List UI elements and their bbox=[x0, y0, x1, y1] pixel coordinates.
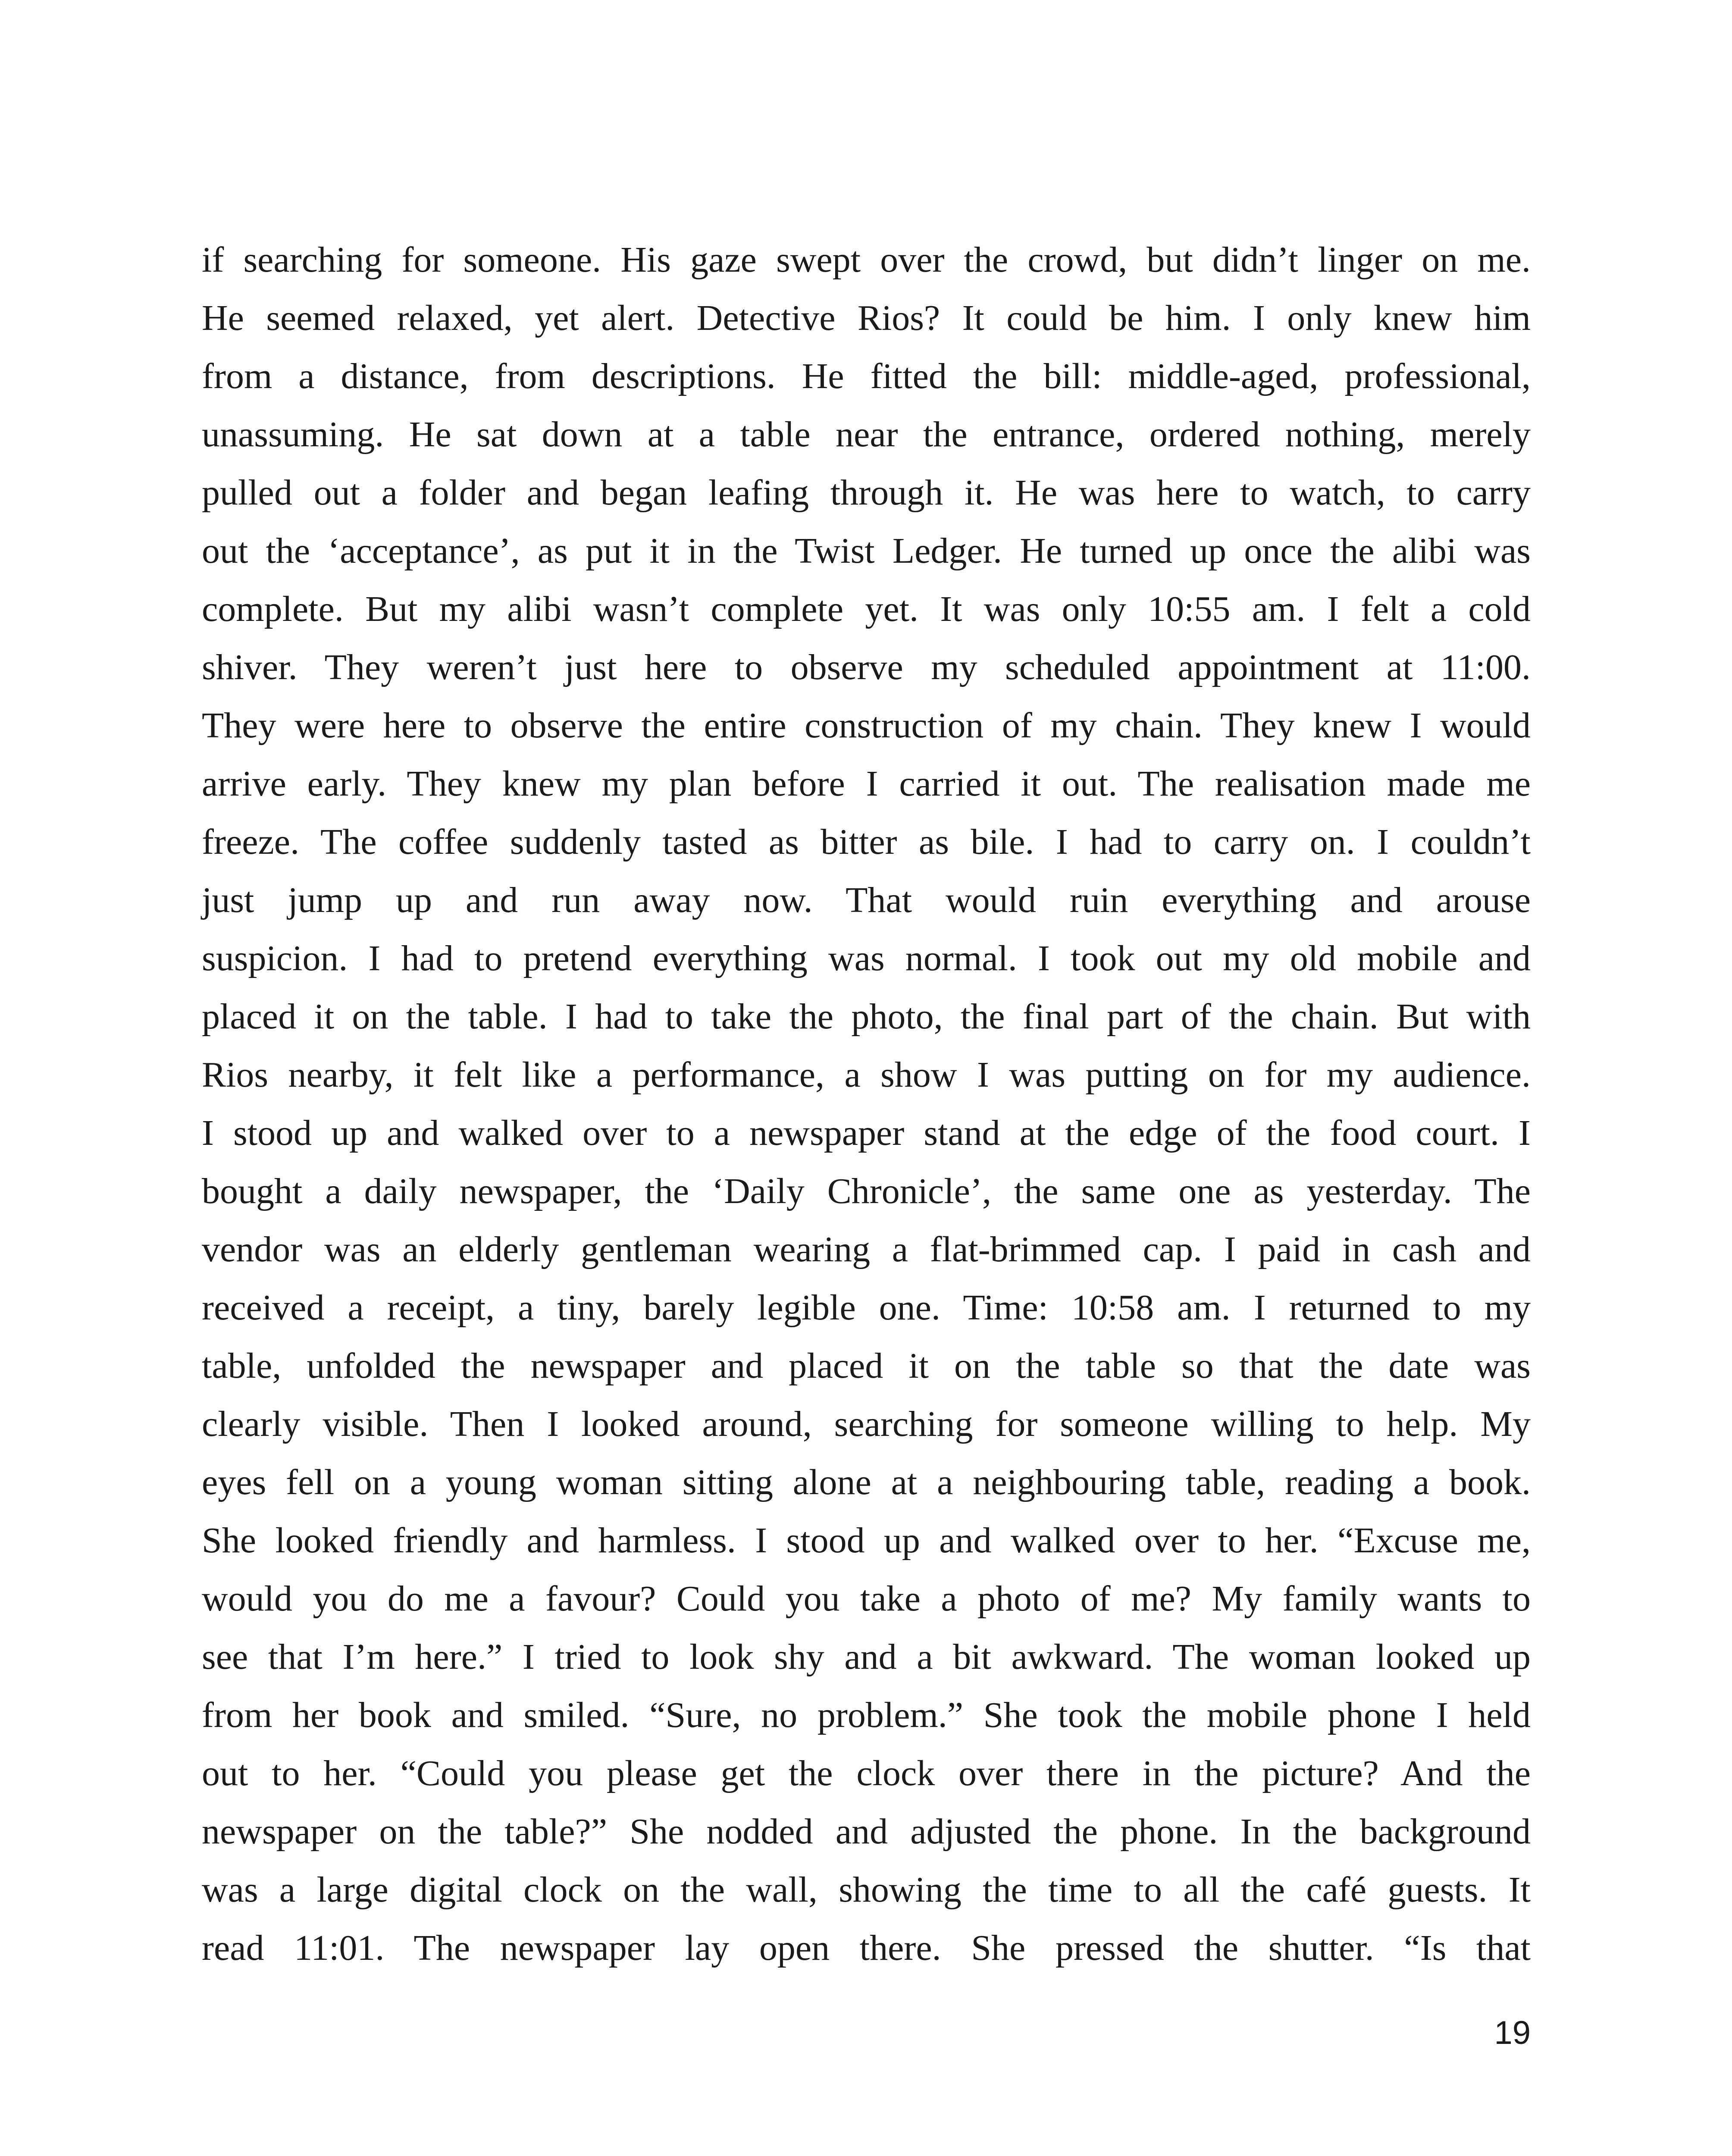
text-line: newspaper on the table?” She nodded and adjusted the phone. In the background bbox=[202, 1811, 1531, 1852]
text-line: eyes fell on a young woman sitting alone at a neighbouring table, reading a book. bbox=[202, 1462, 1531, 1502]
text-line: from her book and smiled. “Sure, no problem.” She took the mobile phone I held bbox=[202, 1695, 1531, 1735]
text-line: out the ‘acceptance’, as put it in the Twist Ledger. He turned up once the alibi was bbox=[202, 531, 1531, 571]
text-line: just jump up and run away now. That would ruin everything and arouse bbox=[202, 880, 1531, 920]
text-line: pulled out a folder and began leafing through it. He was here to watch, to carry bbox=[202, 473, 1531, 513]
text-line: out to her. “Could you please get the clock over there in the picture? And the bbox=[202, 1753, 1531, 1793]
text-line: suspicion. I had to pretend everything was normal. I took out my old mobile and bbox=[202, 938, 1531, 978]
text-line: see that I’m here.” I tried to look shy and a bit awkward. The woman looked up bbox=[202, 1637, 1531, 1677]
text-line: Rios nearby, it felt like a performance, a show I was putting on for my audience. bbox=[202, 1055, 1531, 1095]
text-line: complete. But my alibi wasn’t complete yet. It was only 10:55 am. I felt a cold bbox=[202, 589, 1531, 629]
text-line: would you do me a favour? Could you take a photo of me? My family wants to bbox=[202, 1579, 1531, 1619]
text-line: table, unfolded the newspaper and placed it on the table so that the date was bbox=[202, 1346, 1531, 1386]
page-number: 19 bbox=[1494, 2015, 1531, 2051]
text-line: read 11:01. The newspaper lay open there. She pressed the shutter. “Is that bbox=[202, 1928, 1531, 1968]
text-line: bought a daily newspaper, the ‘Daily Chronicle’, the same one as yesterday. The bbox=[202, 1171, 1531, 1211]
text-line: from a distance, from descriptions. He fitted the bill: middle-aged, professional, bbox=[202, 356, 1531, 396]
text-line: They were here to observe the entire construction of my chain. They knew I would bbox=[202, 705, 1531, 746]
text-line: was a large digital clock on the wall, showing the time to all the café guests. It bbox=[202, 1870, 1531, 1910]
text-line: placed it on the table. I had to take the photo, the final part of the chain. But with bbox=[202, 997, 1531, 1037]
text-line: unassuming. He sat down at a table near the entrance, ordered nothing, merely bbox=[202, 414, 1531, 454]
text-line: received a receipt, a tiny, barely legible one. Time: 10:58 am. I returned to my bbox=[202, 1288, 1531, 1328]
text-line: if searching for someone. His gaze swept over the crowd, but didn’t linger on me. bbox=[202, 240, 1531, 280]
text-line: shiver. They weren’t just here to observe my scheduled appointment at 11:00. bbox=[202, 647, 1531, 687]
text-line: He seemed relaxed, yet alert. Detective Rios? It could be him. I only knew him bbox=[202, 298, 1531, 338]
body-text bbox=[202, 231, 1531, 1977]
text-line: vendor was an elderly gentleman wearing a flat-brimmed cap. I paid in cash and bbox=[202, 1229, 1531, 1269]
text-line: I stood up and walked over to a newspaper stand at the edge of the food court. I bbox=[202, 1113, 1531, 1153]
text-line: clearly visible. Then I looked around, searching for someone willing to help. My bbox=[202, 1404, 1531, 1444]
text-line: freeze. The coffee suddenly tasted as bitter as bile. I had to carry on. I couldn’t bbox=[202, 822, 1531, 862]
text-line: arrive early. They knew my plan before I carried it out. The realisation made me bbox=[202, 764, 1531, 804]
text-line: She looked friendly and harmless. I stood up and walked over to her. “Excuse me, bbox=[202, 1520, 1531, 1561]
